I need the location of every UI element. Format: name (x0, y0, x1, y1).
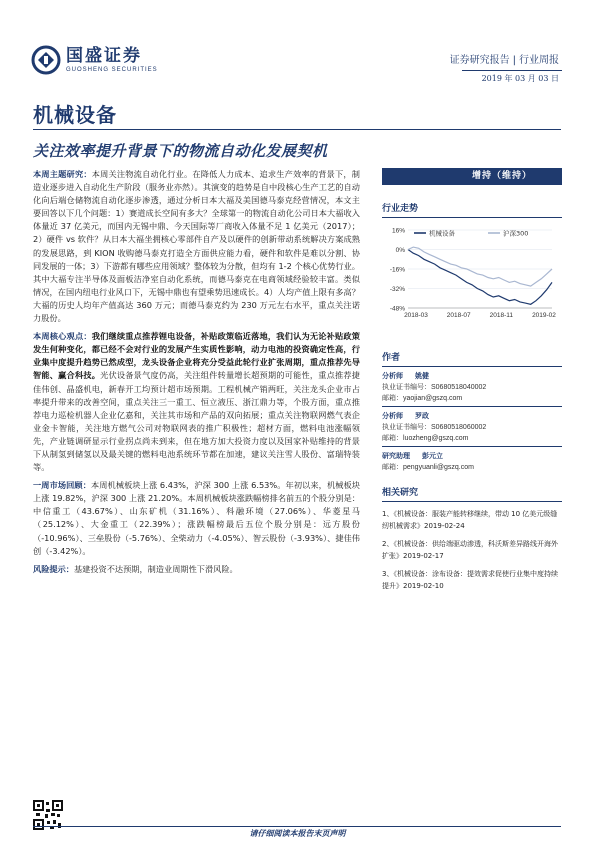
authors-heading: 作者 (382, 350, 562, 367)
analyst-1 (382, 371, 562, 404)
related-item[interactable] (382, 538, 562, 562)
logo-cn-text: 国盛证券 (66, 45, 142, 66)
company-logo (31, 44, 191, 76)
trend-chart (382, 222, 562, 324)
risk-body: 基建投资不达预期，制造业周期性下滑风险。 (73, 563, 238, 574)
logo-mark-icon (31, 45, 61, 75)
analyst-2-name: 罗政 (415, 412, 429, 420)
x-tick-label: 2018-07 (446, 312, 471, 319)
market-review-paragraph (33, 479, 360, 558)
core-view-lead: 本周核心观点： (33, 331, 92, 342)
report-date: 2019 年 03 月 03 日 (481, 74, 559, 83)
author-divider-2 (382, 446, 562, 447)
core-view-body: 光伏设备景气度仍高，关注组件转量增长超预期的可能性，重点推荐捷佳伟创、晶盛机电，新春开工均预计超市场预期。工程机械产销两旺，关注龙头企业市占率提升带来的改善空间，重点关注三一重工、恒立液压、浙江鼎力等，个股方面，重点推荐电力巡检机器人企业亿嘉和，关注其市场和产品的双向拓展；重点关注物联网燃气表企业金卡智能，关注地方燃气公司对物联网表的推广积极性；超材方面，燃料电池涨幅领先，产业链调研显示行业拐点尚未到来，但在地方加大投资力度以及国家补贴维持的背景下从制氢到储氢以及最关键的燃料电池系统环节都在加速，建议关注雪人股份、富瑞特装等。 (33, 370, 360, 473)
y-tick-label: -32% (389, 286, 405, 293)
core-view-paragraph (33, 330, 360, 474)
related-item-date: 2019-02-17 (403, 552, 444, 560)
related-item[interactable] (382, 508, 562, 532)
author-divider-1 (382, 406, 562, 407)
legend-label: 机械设备 (429, 229, 455, 238)
title-divider (33, 129, 561, 130)
page-subtitle: 关注效率提升背景下的物流自动化发展契机 (33, 142, 328, 160)
x-tick-label: 2018-11 (489, 312, 514, 319)
footer-divider (33, 826, 561, 827)
trend-chart-svg (382, 222, 562, 324)
trend-heading: 行业走势 (382, 201, 562, 218)
topic-research-body: 本周关注物流自动化行业。在降低人力成本、追求生产效率的背景下，制造业逐步进入自动化生产阶段（服务业亦然）。其演变的趋势是自中段核心生产工艺的自动化向后端仓储物流自动化逐步渗透，通过分析日本大福及美国德马泰克经营情况，本文主要回答以下几个问题：1）赛道成长空间有多大？全球第一的物流自动化公司日本大福收入体量近 37 亿美元，而国内无锡中鼎、今天国际等厂商收入体量不足 1 亿美元（2017）；2）硬件 vs 软件？从日本大福坐拥核心零部件自产及以硬件的创新带动系统解决方案成熟的发展思路，到 KION 收购德马泰克打造全方面供应能力看，硬件和软件是难以分割、协同发展的一体；3）下游都有哪些应用领域？整体较为分散，但均有 1-2 个核心优势行业。其中大福专注半导体及面板洁净室自动化系统，而德马泰克在电商领域经验较丰富。类似情况，在国内纽电行业风口下，无锡中鼎也有望乘势迅速成长。4）人均产值上限有多高？大福的历史人均年产值高达 360 万元；而德马泰克约为 230 万元左右水平，重点关注诺力股份。 (33, 169, 360, 324)
market-review-body: 本周机械板块上涨 6.43%，沪深 300 上涨 6.53%。年初以来，机械板块上涨 19.82%，沪深 300 上涨 21.20%。本周机械板块涨跌幅榜排名前五的个股分别是：中信重工（43.67%）、山东矿机（31.16%）、科融环境（27.06%）、华菱星马（25.12%）、大金重工（22.39%）；涨跌幅榜最后五位个股分别是：远方股份（-10.96%）、三垒股份（-5.76%）、全柴动力（-4.05%）、智云股份（-3.93%）、捷佳伟创（-3.42%）。 (33, 480, 360, 556)
core-view-highlight: 我们继续重点推荐锂电设备，补贴政策临近落地，我们认为无论补贴政策发生何种变化，都已经不会对行业的发展产生实质性影响，动力电池的投资确定性高，行业集中度提升趋势已然成型，龙头设备企业将充分受益此轮行业扩张周期，重点推荐先导智能、赢合科技。 (33, 331, 360, 381)
header-divider (462, 70, 562, 71)
risk-lead: 风险提示： (33, 563, 74, 574)
analyst-2 (382, 411, 562, 444)
analyst-1-cert-label: 执业证书编号： (382, 383, 431, 391)
sidebar (382, 168, 562, 592)
legend-label: 沪深300 (503, 229, 529, 238)
analyst-2-role: 分析师 (382, 412, 403, 420)
series-line-0 (408, 250, 552, 305)
related-item-date: 2019-02-24 (424, 522, 465, 530)
assistant-name: 彭元立 (422, 452, 443, 460)
risk-paragraph (33, 563, 360, 576)
topic-research-lead: 本周主题研究： (33, 169, 92, 179)
related-heading: 相关研究 (382, 485, 562, 502)
y-tick-label: 0% (395, 247, 405, 254)
x-tick-label: 2018-03 (404, 312, 428, 319)
analyst-1-role: 分析师 (382, 372, 403, 380)
y-tick-label: -48% (389, 305, 405, 313)
page-title: 机械设备 (33, 103, 117, 127)
related-item[interactable] (382, 568, 562, 592)
analyst-2-mail-label: 邮箱： (382, 434, 403, 442)
analyst-2-cert-label: 执业证书编号： (382, 423, 431, 431)
series-line-1 (408, 247, 552, 286)
y-tick-label: 16% (391, 227, 405, 235)
y-tick-label: -16% (389, 266, 405, 274)
research-assistant (382, 451, 562, 473)
analyst-1-mail[interactable]: yaojian@gszq.com (403, 395, 463, 402)
market-review-lead: 一周市场回顾： (33, 480, 91, 491)
related-item-text: 3、《机械设备：涂布设备：提效需求促使行业集中度持续提升》 (382, 570, 558, 590)
analyst-2-cert: S0680518060002 (431, 424, 487, 431)
analyst-1-name: 姚健 (415, 372, 429, 380)
assistant-mail[interactable]: pengyuanli@gszq.com (403, 464, 474, 471)
footer-disclaimer: 请仔细阅读本报告末页声明 (249, 829, 346, 838)
assistant-role: 研究助理 (382, 452, 410, 460)
topic-research-paragraph (33, 168, 360, 325)
report-type-block (450, 54, 559, 84)
report-category: 证券研究报告 (449, 55, 510, 66)
analyst-1-cert: S0680518040002 (431, 384, 487, 391)
main-content (33, 168, 360, 581)
assistant-mail-label: 邮箱： (382, 463, 403, 471)
analyst-2-mail[interactable]: luozheng@gszq.com (403, 435, 469, 442)
tag-separator: | (512, 55, 516, 66)
rating-badge: 增持（维持） (382, 168, 562, 185)
related-item-text: 2、《机械设备：供给端驱动渗透，科沃斯差异路线开海外扩张》 (382, 540, 558, 560)
analyst-1-mail-label: 邮箱： (382, 394, 403, 402)
logo-en-text: GUOSHENG SECURITIES (66, 66, 158, 73)
report-kind: 行业周报 (519, 55, 559, 66)
x-tick-label: 2019-02 (532, 312, 556, 319)
related-item-date: 2019-02-10 (403, 582, 444, 590)
related-item-text: 1、《机械设备：服装产能转移继续，带动 10 亿美元级缝纫机械需求》 (382, 510, 558, 530)
